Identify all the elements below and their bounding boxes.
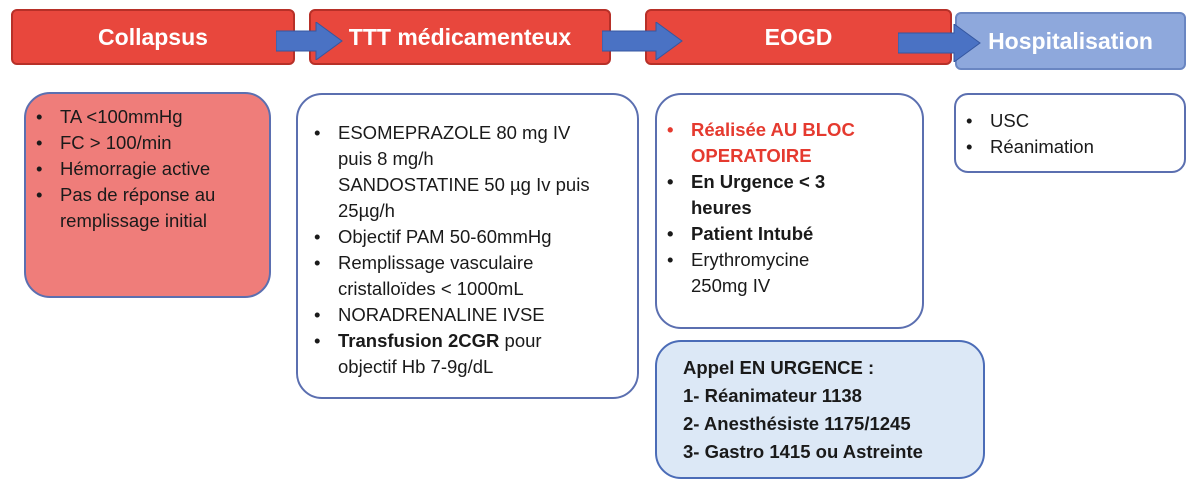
list-item: • Pas de réponse au remplissage initial [26, 182, 259, 234]
collapsus-criteria-box [24, 92, 271, 298]
header-eogd-label: EOGD [764, 23, 833, 50]
list-item: • FC > 100/min [26, 130, 259, 156]
arrow-right-icon [898, 24, 982, 62]
appel-line: 2- Anesthésiste 1175/1245 [683, 413, 911, 434]
list-item: • NORADRENALINE IVSE [304, 302, 597, 328]
list-item [304, 328, 597, 380]
list-item: • Remplissage vasculaire cristalloïdes < 1000mL [304, 250, 597, 302]
header-collapsus-label: Collapsus [98, 23, 208, 50]
list-item: • Réanimation [956, 134, 1184, 160]
list-item: • En Urgence < 3 heures [657, 169, 902, 221]
list-item: • USC [956, 108, 1184, 134]
list-item: • Hémorragie active [26, 156, 259, 182]
header-ttt-medicamenteux [309, 9, 611, 65]
transfusion-rest-text: pour objectif Hb 7-9g/dL [338, 330, 542, 377]
appel-line: 3- Gastro 1415 ou Astreinte [683, 441, 923, 462]
arrow-right-icon [602, 22, 684, 60]
list-item [304, 120, 597, 224]
arrow-right-icon [276, 22, 344, 60]
list-item: • Objectif PAM 50-60mmHg [304, 224, 597, 250]
hospitalisation-box [954, 93, 1186, 173]
header-hospitalisation [955, 12, 1186, 70]
esomeprazole-text: • ESOMEPRAZOLE 80 mg IV puis 8 mg/h [338, 122, 571, 169]
transfusion-bold-text: Transfusion 2CGR [338, 330, 500, 351]
header-ttt-label: TTT médicamenteux [348, 23, 572, 50]
appel-title: Appel EN URGENCE : [683, 357, 875, 378]
list-item: • Réalisée AU BLOC OPERATOIRE [657, 117, 902, 169]
appel-line: 1- Réanimateur 1138 [683, 385, 862, 406]
list-item: • Patient Intubé [657, 221, 902, 247]
ttt-medicamenteux-box [296, 93, 639, 399]
eogd-conditions-box [655, 93, 924, 329]
list-item: • Erythromycine 250mg IV [657, 247, 902, 299]
header-collapsus [11, 9, 295, 65]
appel-urgence-box [655, 340, 985, 479]
header-hospitalisation-label: Hospitalisation [988, 27, 1153, 54]
sandostatine-text: SANDOSTATINE 50 µg Iv puis 25µg/h [338, 174, 590, 221]
list-item: • TA <100mmHg [26, 104, 259, 130]
